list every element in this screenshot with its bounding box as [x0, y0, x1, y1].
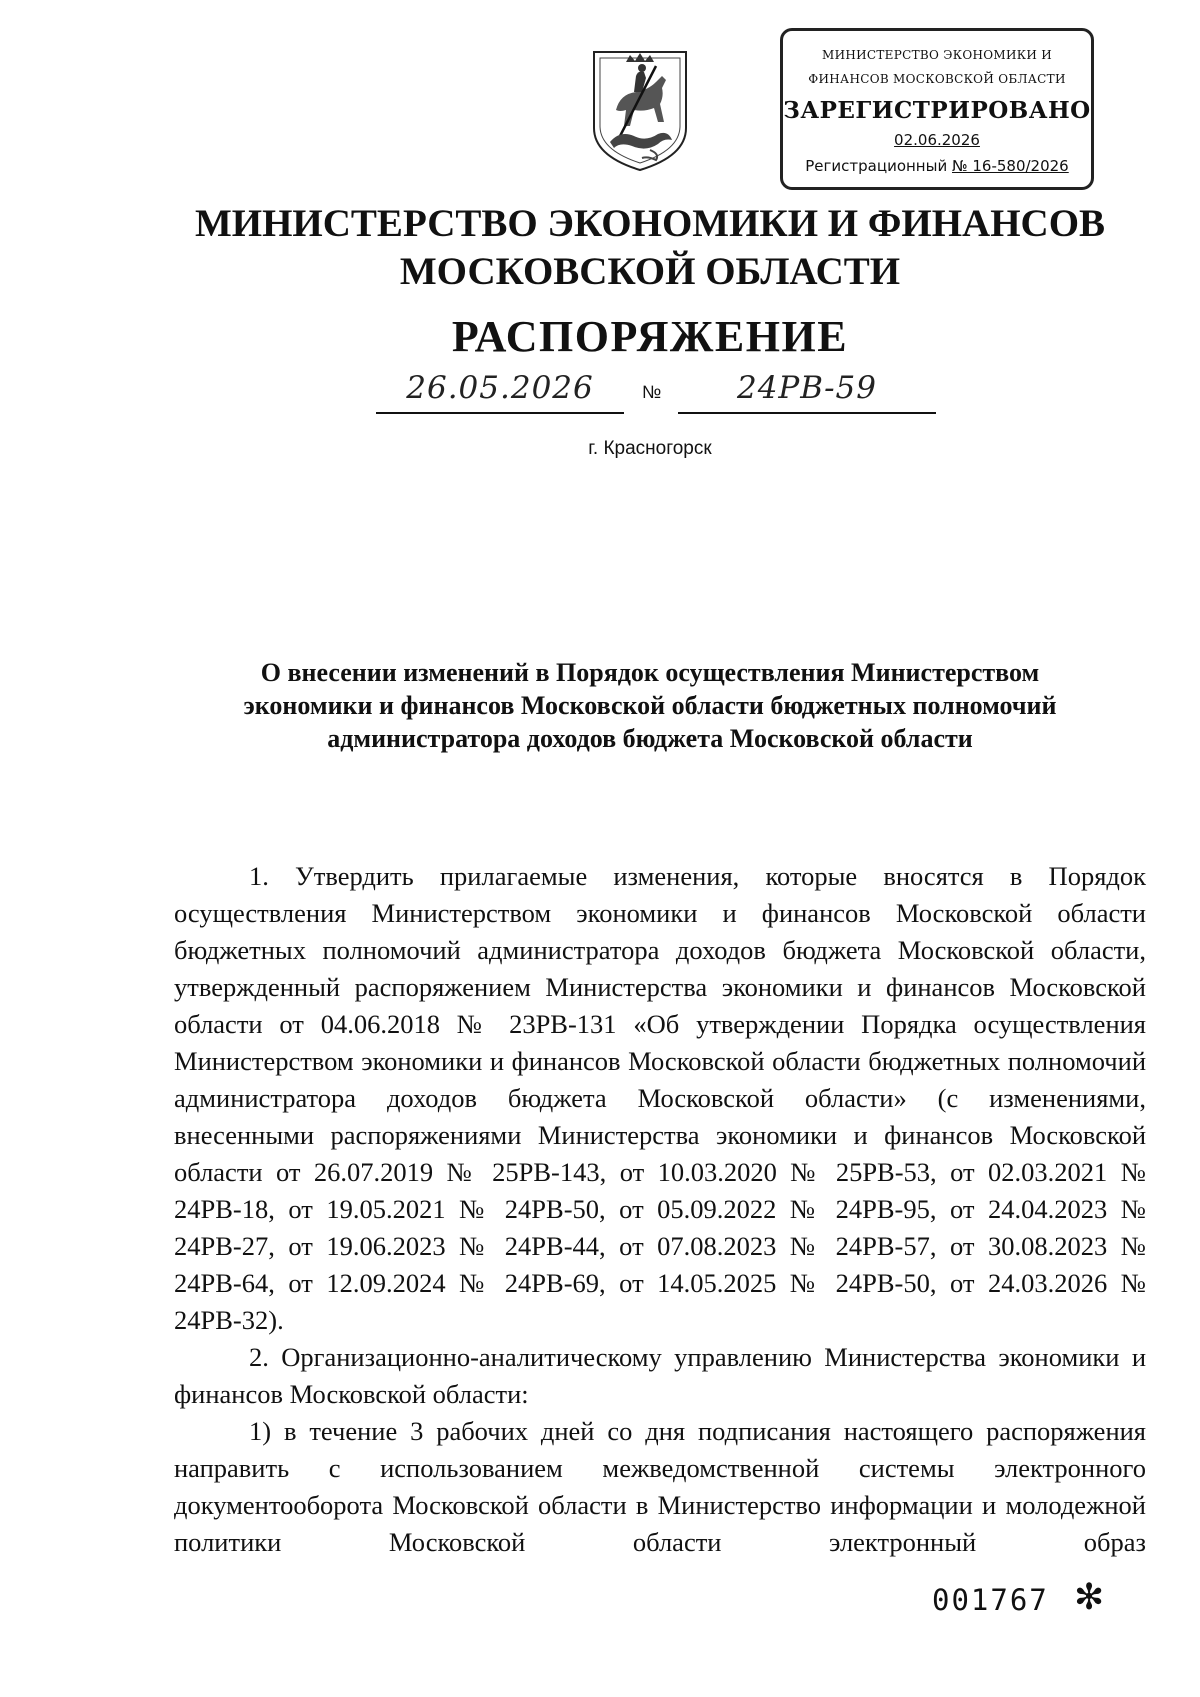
stamp-date: 02.06.2026	[894, 131, 980, 149]
document-subject	[160, 656, 1140, 755]
form-serial-number: 001767	[932, 1583, 1049, 1617]
asterisk-mark: ✻	[1074, 1577, 1105, 1618]
document-number: 24РВ-59	[678, 366, 936, 414]
ministry-title-line1: МИНИСТЕРСТВО ЭКОНОМИКИ И ФИНАНСОВ	[194, 202, 1106, 245]
body-paragraph-2: 2. Организационно-аналитическому управлению Министерства экономики и финансов Московской области:	[174, 1342, 1146, 1409]
subject-line2: экономики и финансов Московской области бюджетных полномочий	[243, 691, 1057, 720]
ministry-title-line2: МОСКОВСКОЙ ОБЛАСТИ	[399, 250, 901, 293]
ministry-title	[100, 200, 1200, 296]
document-date: 26.05.2026	[376, 366, 624, 414]
date-number-line	[376, 366, 936, 418]
stamp-status: ЗАРЕГИСТРИРОВАНО	[783, 97, 1091, 124]
body-paragraph-1: 1. Утвердить прилагаемые изменения, которые вносятся в Порядок осуществления Министерством экономики и финансов Московской области бюджетных полномочий администратора доходов бюджета Московской области, утвержденный распоряжением Министерства экономики и финансов Московской области от 04.06.2018 № 23РВ-131 «Об утверждении Порядка осуществления Министерством экономики и финансов Московской области бюджетных полномочий администратора доходов бюджета Московской области» (с изменениями, внесенными распоряжениями Министерства экономики и финансов Московской области от 26.07.2019 № 25РВ-143, от 10.03.2020 № 25РВ-53, от 02.03.2021 № 24РВ-18, от 19.05.2021 № 24РВ-50, от 05.09.2022 № 24РВ-95, от 24.04.2023 № 24РВ-27, от 19.06.2023 № 24РВ-44, от 07.08.2023 № 24РВ-57, от 30.08.2023 № 24РВ-64, от 12.09.2024 № 24РВ-69, от 14.05.2025 № 24РВ-50, от 24.03.2026 № 24РВ-32).	[174, 861, 1146, 1335]
body-paragraph-3: 1) в течение 3 рабочих дней со дня подписания настоящего распоряжения направить с использованием межведомственной системы электронного документооборота Московской области в Министерство информации и молодежной политики Московской области электронный образ	[174, 1416, 1146, 1557]
city: г. Красногорск	[588, 438, 712, 459]
stamp-reg-number: № 16-580/2026	[952, 157, 1069, 175]
number-sign: №	[642, 382, 662, 402]
subject-line3: администратора доходов бюджета Московской области	[327, 724, 973, 753]
document-body	[174, 858, 1146, 1561]
document-type: РАСПОРЯЖЕНИЕ	[451, 312, 849, 361]
registration-stamp	[780, 28, 1094, 190]
moscow-oblast-coat-of-arms-icon	[590, 46, 690, 174]
stamp-reg-label: Регистрационный	[805, 157, 948, 175]
stamp-ministry-line1: МИНИСТЕРСТВО ЭКОНОМИКИ И	[822, 48, 1052, 62]
stamp-registration	[783, 155, 1091, 177]
subject-line1: О внесении изменений в Порядок осуществления Министерством	[260, 658, 1040, 687]
stamp-ministry-line2: ФИНАНСОВ МОСКОВСКОЙ ОБЛАСТИ	[808, 72, 1066, 86]
